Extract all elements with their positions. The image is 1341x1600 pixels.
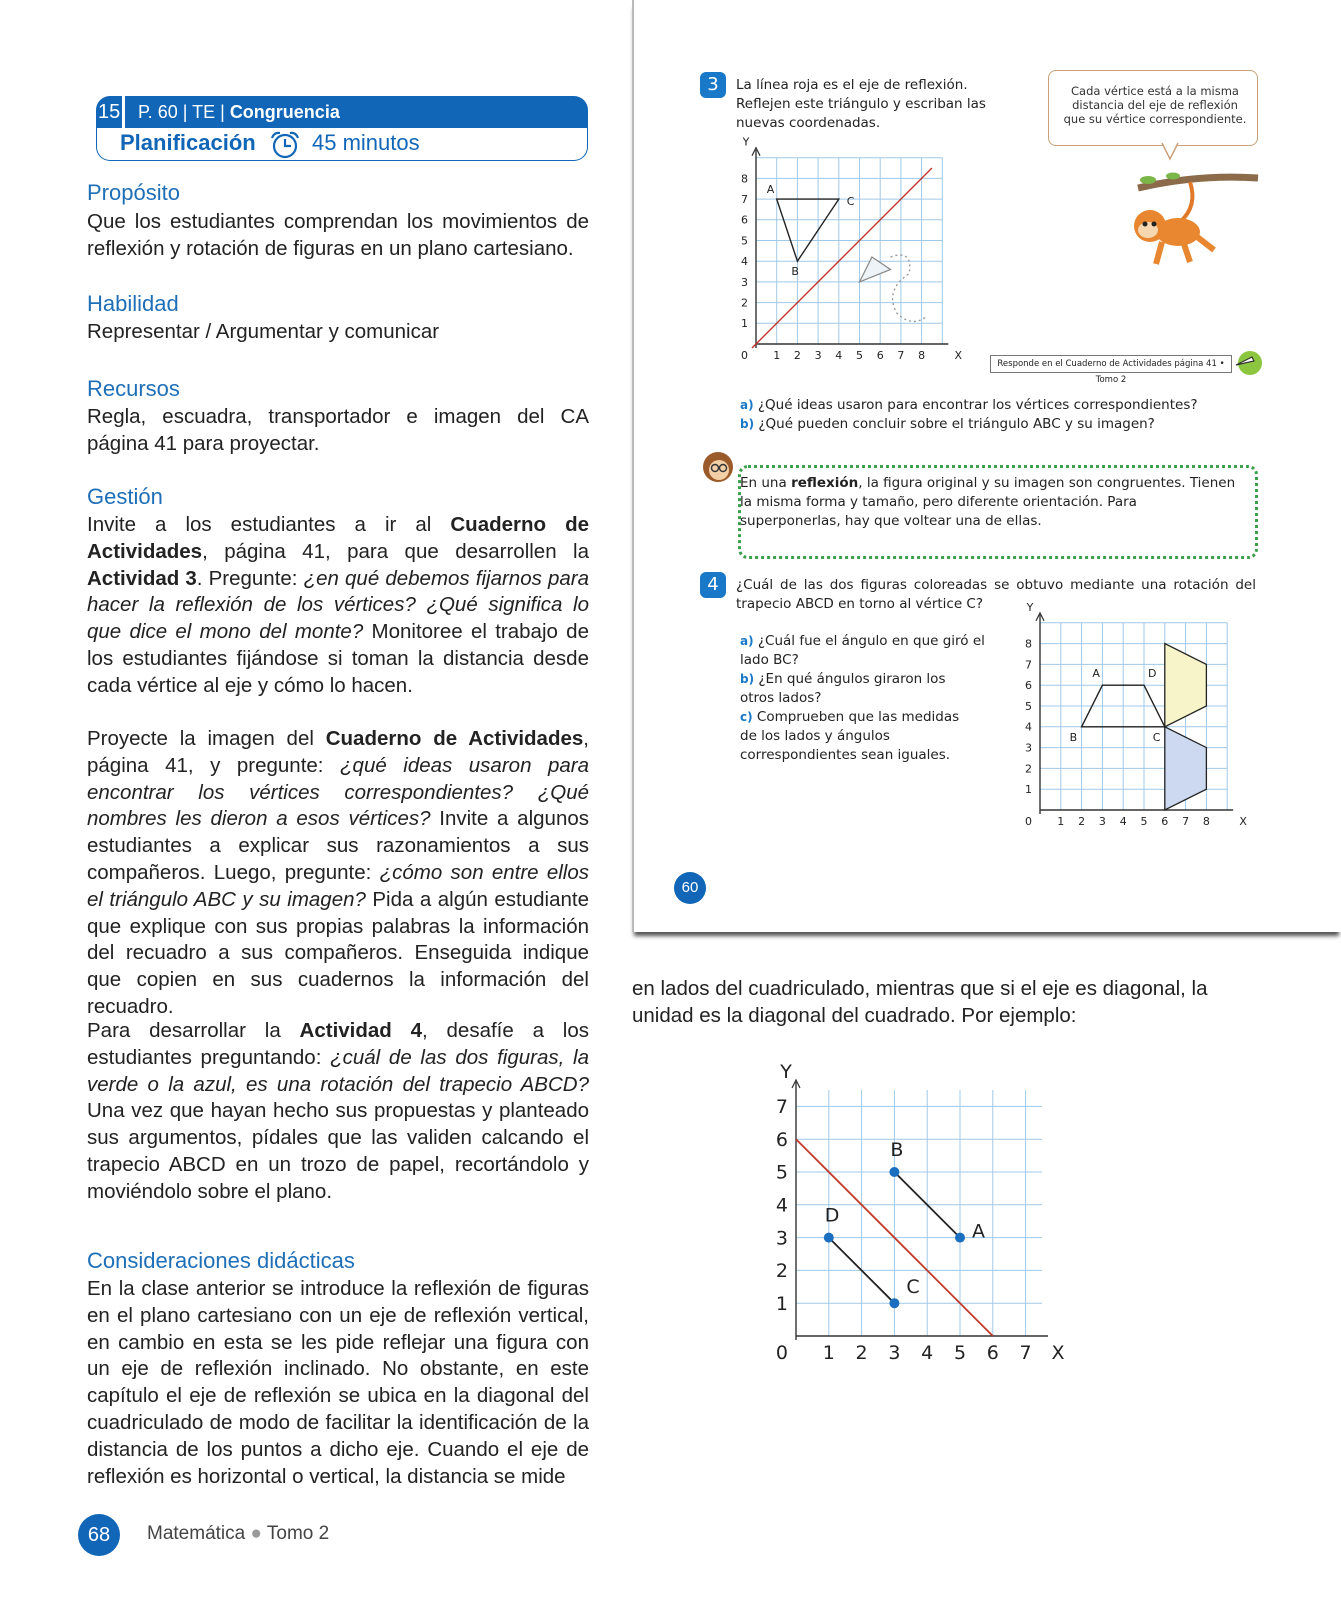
x-axis-label: X xyxy=(954,349,963,362)
y-axis-label: Y xyxy=(1026,600,1034,614)
vertex-label-B: B xyxy=(791,265,799,279)
activity-4-text: ¿Cuál de las dos figuras coloreadas se obtuvo mediante una rotación del trapecio ABCD en torno al vértice C? xyxy=(736,577,1256,612)
alarm-clock-icon xyxy=(268,130,302,160)
topic-title: Congruencia xyxy=(229,102,340,122)
y-tick-label: 4 xyxy=(1025,720,1032,734)
y-tick-label: 5 xyxy=(1025,699,1032,713)
chart-example xyxy=(770,1056,1100,1386)
point-B xyxy=(889,1167,899,1177)
x-axis-label: X xyxy=(1051,1342,1065,1364)
point-C xyxy=(889,1298,899,1308)
x-tick-label: 5 xyxy=(953,1342,967,1364)
y-tick-label: 8 xyxy=(1025,637,1032,651)
y-tick-label: 4 xyxy=(775,1194,788,1217)
x-tick-label: 3 xyxy=(1098,815,1106,828)
activity-4-question-a: a) ¿Cuál fue el ángulo en que giró el lado BC? xyxy=(740,633,985,668)
point-D xyxy=(824,1233,834,1243)
point-label-C: C xyxy=(906,1276,920,1299)
proposito-text: Que los estudiantes comprendan los movimientos de reflexión y rotación de figuras en un plano cartesiano. xyxy=(87,210,589,260)
proposito-title: Propósito xyxy=(87,180,180,205)
y-tick-label: 1 xyxy=(1025,783,1032,797)
y-tick-label: 1 xyxy=(775,1292,788,1315)
x-axis-label: X xyxy=(1239,815,1247,828)
recursos-text: Regla, escuadra, transportador e imagen del CA página 41 para proyectar. xyxy=(87,405,589,455)
x-tick-label: 2 xyxy=(855,1342,868,1364)
point-label-B: B xyxy=(890,1139,904,1161)
x-tick-label: 1 xyxy=(773,349,781,362)
pencil-icon xyxy=(1232,348,1264,378)
page-ref: P. 60 xyxy=(138,102,178,122)
y-axis-label: Y xyxy=(742,135,750,149)
y-tick-label: 6 xyxy=(741,213,748,227)
speech-bubble-tail xyxy=(1160,143,1182,161)
dotted-trail xyxy=(891,255,926,321)
x-tick-label: 6 xyxy=(1161,815,1169,828)
speech-bubble-text: Cada vértice está a la misma distancia del eje de reflexión que su vértice correspondiente. xyxy=(1063,84,1247,126)
duration: 45 minutos xyxy=(312,130,420,155)
y-tick-label: 1 xyxy=(741,317,748,331)
vertex-label-D: D xyxy=(1148,667,1157,681)
lesson-header-title: P. 60 | TE | Congruencia xyxy=(138,102,340,122)
habilidad-text: Representar / Argumentar y comunicar xyxy=(87,320,440,343)
y-tick-label: 2 xyxy=(775,1260,788,1283)
activity-3-question-a: a) ¿Qué ideas usaron para encontrar los vértices correspondientes? xyxy=(740,397,1198,413)
y-tick-label: 7 xyxy=(775,1096,788,1119)
gestion-title: Gestión xyxy=(87,484,163,509)
y-tick-label: 8 xyxy=(741,172,748,186)
reflection-info-text: En una reflexión, la figura original y su imagen son congruentes. Tienen la misma forma y tamaño, pero diferente orientación. Para superponerlas, hay que voltear una de ellas. xyxy=(740,475,1236,529)
activity-4-question-b: b) ¿En qué ángulos giraron los otros lados? xyxy=(740,671,946,706)
lesson-header xyxy=(96,96,588,162)
x-tick-label: 3 xyxy=(814,349,822,362)
vertex-label-C: C xyxy=(1152,730,1161,744)
green-figure xyxy=(1165,644,1207,727)
vertex-label-A: A xyxy=(1092,667,1100,681)
blue-figure xyxy=(1165,727,1207,810)
y-tick-label: 6 xyxy=(1025,679,1032,693)
point-A xyxy=(955,1233,965,1243)
x-tick-label: 7 xyxy=(1182,815,1190,828)
habilidad-title: Habilidad xyxy=(87,291,179,316)
x-tick-label: 4 xyxy=(1119,815,1127,828)
footer-page-number: 68 xyxy=(78,1514,120,1556)
lesson-number: 15 xyxy=(98,101,121,123)
gestion-paragraph-1: Invite a los estudiantes a ir al Cuaderno de Actividades, página 41, para que desarrollen la Actividad 3. Pregunte: ¿en qué debemos fijarnos para hacer la reflexión de los vértices? ¿Qué significa lo que dice el mono del monte? Monitoree el trabajo de los estudiantes fijándose si toman la distancia desde cada vértice al eje y cómo lo hacen. xyxy=(87,513,589,697)
y-axis-label: Y xyxy=(780,1061,792,1083)
activity-3-question-b: b) ¿Qué pueden concluir sobre el triángulo ABC y su imagen? xyxy=(740,416,1155,432)
student-page-number: 60 xyxy=(674,872,706,904)
respond-in-workbook: Responde en el Cuaderno de Actividades página 41 • Tomo 2 xyxy=(990,355,1232,373)
footer-book: Matemática ● Tomo 2 xyxy=(147,1523,330,1544)
origin-label: 0 xyxy=(741,349,748,362)
gestion-paragraph-2: Proyecte la imagen del Cuaderno de Actividades, página 41, y pregunte: ¿qué ideas usaron para encontrar los vértices correspondientes? ¿Qué nombres les dieron a esos vértices? Invite a algunos estudiantes a explicar sus razonamientos a sus compañeros. Luego, pregunte: ¿cómo son entre ellos el triángulo ABC y su imagen? Pida a algún estudiante que explique con sus propias palabras la información del recuadro a sus compañeros. Enseguida indique que copien en sus cuadernos la información del recuadro. xyxy=(87,727,590,1018)
recursos-title: Recursos xyxy=(87,376,180,401)
point-label-D: D xyxy=(824,1204,840,1227)
x-tick-label: 1 xyxy=(1057,815,1065,828)
y-tick-label: 2 xyxy=(1025,762,1032,776)
x-tick-label: 5 xyxy=(1140,815,1148,828)
activity-4-question-c: c) Comprueben que las medidas de los lados y ángulos correspondientes sean iguales. xyxy=(740,709,960,763)
vertex-label-B: B xyxy=(1069,730,1078,744)
y-tick-label: 3 xyxy=(775,1227,788,1250)
x-tick-label: 1 xyxy=(822,1342,835,1364)
activity-3-text: La línea roja es el eje de reflexión. Reflejen este triángulo y escriban las nuevas coordenadas. xyxy=(736,77,986,131)
x-tick-label: 8 xyxy=(918,349,926,362)
continuation-text: en lados del cuadriculado, mientras que si el eje es diagonal, la unidad es la diagonal del cuadrado. Por ejemplo: xyxy=(632,977,1208,1027)
x-tick-label: 7 xyxy=(897,349,905,362)
vertex-label-C: C xyxy=(846,195,855,209)
planning-label: Planificación xyxy=(120,130,256,155)
lesson-number-separator xyxy=(122,96,125,128)
y-tick-label: 3 xyxy=(1025,741,1032,755)
y-tick-label: 7 xyxy=(741,192,748,206)
y-tick-label: 3 xyxy=(741,275,748,289)
origin-label: 0 xyxy=(1025,815,1032,828)
activity-3-badge: 3 xyxy=(700,72,726,98)
y-tick-label: 7 xyxy=(1025,658,1032,672)
chart-activity-3 xyxy=(741,135,982,374)
x-tick-label: 4 xyxy=(921,1342,934,1364)
reflection-axis-line xyxy=(752,168,932,348)
triangle-abc xyxy=(777,199,839,261)
x-tick-label: 3 xyxy=(888,1342,901,1364)
consideraciones-title: Consideraciones didácticas xyxy=(87,1248,355,1273)
x-tick-label: 6 xyxy=(876,349,884,362)
gestion-paragraph-3: Para desarrollar la Actividad 4, desafíe a los estudiantes preguntando: ¿cuál de las dos figuras, la verde o la azul, es una rotación del trapecio ABCD? Una vez que hayan hecho sus propuestas y planteado sus argumentos, pídales que las validen calcando el trapecio ABCD en un trozo de papel, recortándolo y moviéndolo sobre el plano. xyxy=(87,1019,589,1203)
x-tick-label: 4 xyxy=(835,349,843,362)
x-tick-label: 7 xyxy=(1019,1342,1032,1364)
vertex-label-A: A xyxy=(766,183,775,197)
activity-4-badge: 4 xyxy=(700,572,726,598)
x-tick-label: 2 xyxy=(793,349,801,362)
te-label: TE xyxy=(192,102,216,122)
x-tick-label: 8 xyxy=(1202,815,1210,828)
x-tick-label: 6 xyxy=(986,1342,999,1364)
origin-label: 0 xyxy=(775,1342,788,1364)
y-tick-label: 5 xyxy=(775,1161,788,1184)
x-tick-label: 5 xyxy=(856,349,863,362)
y-tick-label: 5 xyxy=(741,234,748,248)
x-tick-label: 2 xyxy=(1078,815,1086,828)
character-avatar-icon xyxy=(698,450,738,484)
y-tick-label: 6 xyxy=(775,1128,788,1151)
monkey-illustration xyxy=(1118,166,1268,278)
point-label-A: A xyxy=(972,1220,985,1243)
chart-activity-4 xyxy=(1025,600,1268,850)
y-tick-label: 4 xyxy=(741,255,748,269)
consideraciones-text: En la clase anterior se introduce la reflexión de figuras en el plano cartesiano con un eje de reflexión vertical, en cambio en esta se les pide reflejar una figura con un eje de reflexión inclinado. No obstante, en este capítulo el eje de reflexión se ubica en la diagonal del cuadriculado de modo de facilitar la identificación de la distancia de los puntos a dicho eje. Cuando el eje de reflexión es horizontal o vertical, la distancia se mide xyxy=(87,1277,589,1488)
y-tick-label: 2 xyxy=(741,296,748,310)
